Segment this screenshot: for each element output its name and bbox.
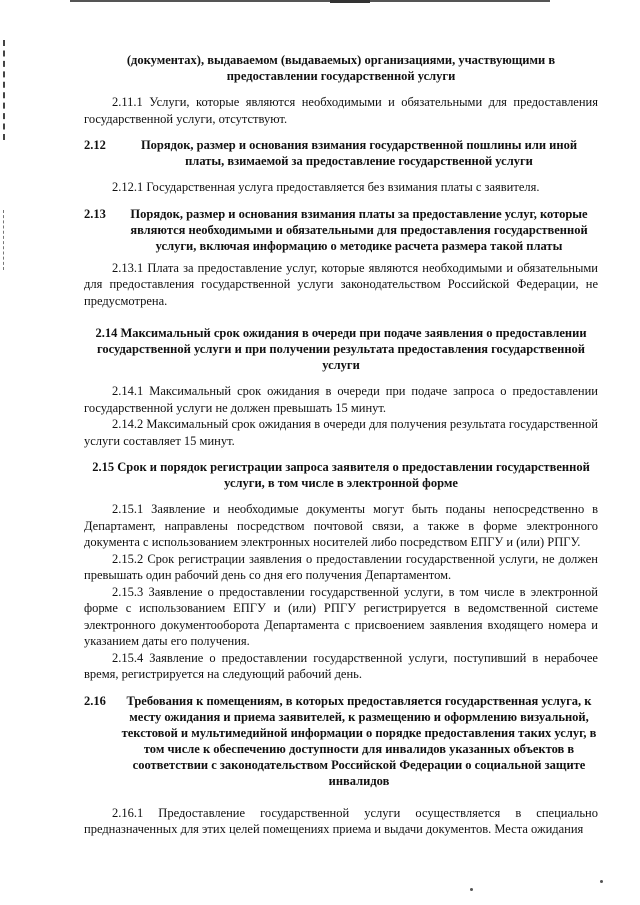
section-title: Порядок, размер и основания взимания платы за предоставление услуг, которые являются необходимыми и обязательными для предоставления государственной услуги, включая информацию о методике расчета размера такой платы: [130, 206, 588, 253]
scan-edge-line: [3, 40, 7, 140]
section-heading-2-14: 2.14 Максимальный срок ожидания в очереди при подаче заявления о предоставлении государственной услуги и при получении результата предоставления государственной услуги: [95, 326, 587, 372]
section-title: Порядок, размер и основания взимания государственной пошлины или иной платы, взимаемой за предоставление государственной услуги: [140, 138, 578, 168]
paragraph-2-15-4: 2.15.4 Заявление о предоставлении государственной услуги, поступивший в нерабочее время, регистрируется на следующий рабочий день.: [84, 650, 598, 681]
paragraph-2-14-2: 2.14.2 Максимальный срок ожидания в очереди для получения результата государственной услуги составляет 15 минут.: [84, 417, 598, 448]
section-heading-2-15: 2.15 Срок и порядок регистрации запроса заявителя о предоставлении государственной услуги, в том числе в электронной форме: [92, 460, 590, 490]
section-heading-2-16: [84, 693, 598, 789]
paragraph-2-15-1: 2.15.1 Заявление и необходимые документы могут быть поданы непосредственно в Департамент, направлены посредством почтовой связи, а также в форме электронного документа с использованием электронных носителей либо посредством ЕПГУ и (или) РПГУ.: [84, 502, 598, 549]
section-title: Требования к помещениям, в которых предоставляется государственная услуга, к месту ожидания и приема заявителей, к размещению и оформлению визуальной, текстовой и мультимедийной информации о порядке предоставления таких услуг, в том числе к обеспечению доступности для инвалидов указанных объектов в соответствии с законодательством Российской Федерации о социальной защите инвалидов: [121, 693, 597, 788]
scan-edge-line: [70, 0, 550, 2]
section-heading-intro: (документах), выдаваемом (выдаваемых) организациями, участвующими в предоставлении государственной услуги: [126, 53, 556, 83]
paragraph-2-14-1: 2.14.1 Максимальный срок ожидания в очереди при подаче запроса о предоставлении государственной услуги не должен превышать 15 минут.: [84, 384, 598, 415]
paragraph-2-15-3: 2.15.3 Заявление о предоставлении государственной услуги, в том числе в электронной форме с использованием ЕПГУ и (или) РПГУ регистрируется в ведомственной системе электронного документооборота Департамента с присвоением заявления входящего номера и указанием даты его получения.: [84, 584, 598, 648]
paragraph-2-15-2: 2.15.2 Срок регистрации заявления о предоставлении государственной услуги, не должен превышать один рабочий день со дня его получения Департаментом.: [84, 551, 598, 582]
section-number: 2.13: [84, 206, 106, 221]
section-number: 2.16: [84, 693, 106, 708]
paragraph-2-12-1: 2.12.1 Государственная услуга предоставляется без взимания платы с заявителя.: [112, 180, 540, 194]
paragraph-2-16-1: 2.16.1 Предоставление государственной услуги осуществляется в специально предназначенных для этих целей помещениях приема и выдачи документов. Места ожидания: [84, 805, 598, 836]
scan-speck: [470, 888, 473, 891]
section-heading-2-13: [84, 206, 598, 254]
paragraph-2-13-1: 2.13.1 Плата за предоставление услуг, которые являются необходимыми и обязательными для предоставления государственной услуги законодательством Российской Федерации, не предусмотрена.: [84, 260, 598, 308]
scan-edge-line: [330, 0, 370, 3]
section-number: 2.12: [84, 138, 106, 152]
section-heading-2-12: [84, 137, 598, 169]
document-body: [84, 52, 598, 838]
scan-speck: [600, 880, 603, 883]
scan-edge-line: [3, 210, 5, 270]
paragraph-2-11-1: 2.11.1 Услуги, которые являются необходимыми и обязательными для предоставления государственной услуги, отсутствуют.: [84, 95, 598, 126]
